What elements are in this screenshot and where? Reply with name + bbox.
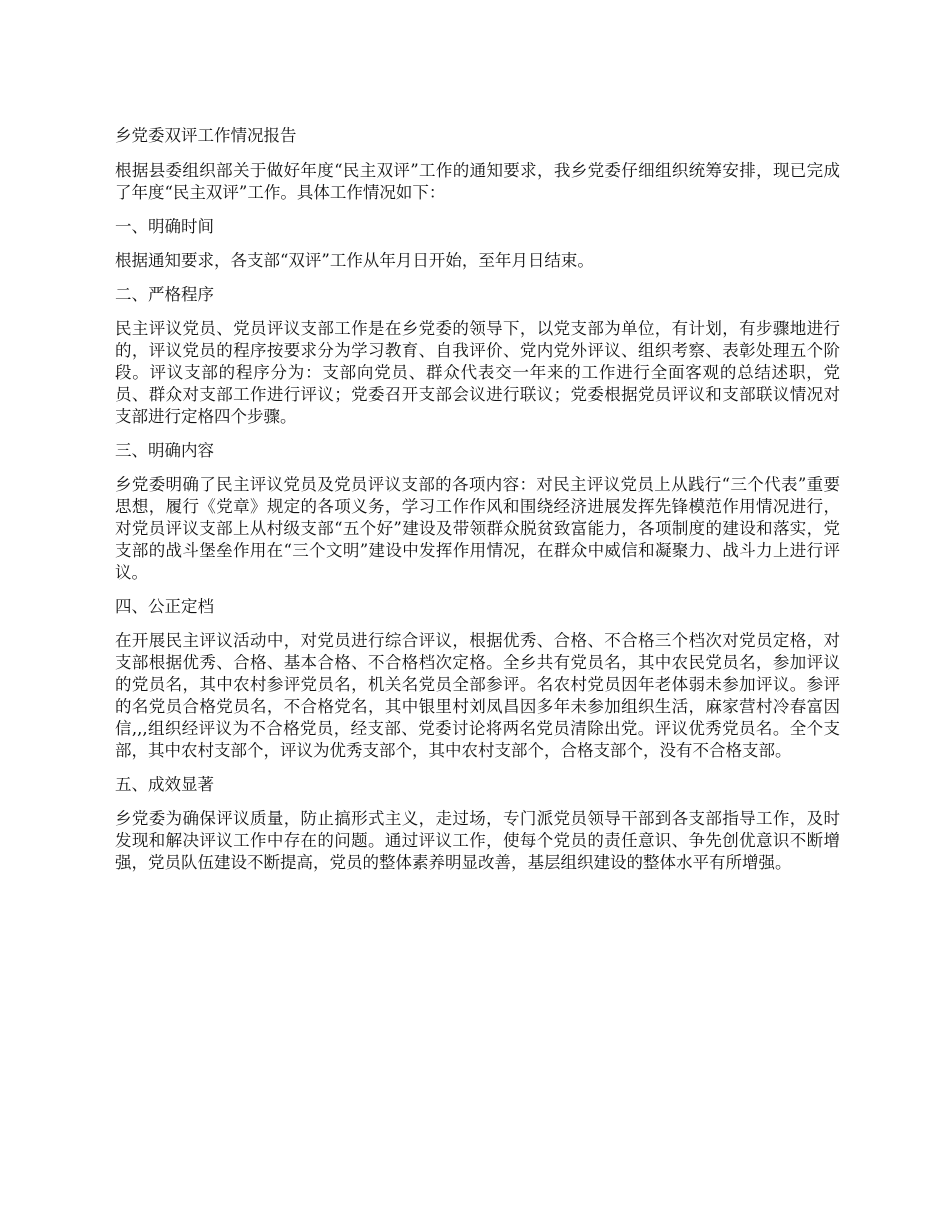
section-grading	[115, 596, 840, 762]
section-heading: 四、公正定档	[115, 597, 214, 616]
section-paragraph: 乡党委为确保评议质量，防止搞形式主义，走过场，专门派党员领导干部到各支部指导工作，及时发现和解决评议工作中存在的问题。通过评议工作，使每个党员的责任意识、争先创优意识不断增强，党员队伍建设不断提高，党员的整体素养明显改善，基层组织建设的整体水平有所增强。	[115, 809, 840, 872]
section-heading: 五、成效显著	[115, 775, 214, 794]
document-title: 乡党委双评工作情况报告	[115, 126, 297, 145]
section-heading: 一、明确时间	[115, 217, 214, 236]
section-results	[115, 774, 840, 874]
section-paragraph: 乡党委明确了民主评议党员及党员评议支部的各项内容：对民主评议党员上从践行“三个代表”重要思想，履行《党章》规定的各项义务，学习工作作风和围绕经济进展发挥先锋模范作用情况进行，对党员评议支部上从村级支部“五个好”建设及带领群众脱贫致富能力，各项制度的建设和落实，党支部的战斗堡垒作用在“三个文明”建设中发挥作用情况，在群众中威信和凝聚力、战斗力上进行评议。	[115, 475, 840, 582]
section-content	[115, 440, 840, 584]
section-paragraph: 根据通知要求，各支部“双评”工作从年月日开始，至年月日结束。	[115, 251, 594, 270]
section-time	[115, 216, 840, 272]
section-paragraph: 民主评议党员、党员评议支部工作是在乡党委的领导下，以党支部为单位，有计划，有步骤地进行的，评议党员的程序按要求分为学习教育、自我评价、党内党外评议、组织考察、表彰处理五个阶段。评议支部的程序分为：支部向党员、群众代表交一年来的工作进行全面客观的总结述职，党员、群众对支部工作进行评议；党委召开支部会议进行联议；党委根据党员评议和支部联议情况对支部进行定格四个步骤。	[115, 319, 840, 426]
section-paragraph: 在开展民主评议活动中，对党员进行综合评议，根据优秀、合格、不合格三个档次对党员定格，对支部根据优秀、合格、基本合格、不合格档次定格。全乡共有党员名，其中农民党员名，参加评议的党员名，其中农村参评党员名，机关名党员全部参评。名农村党员因年老体弱未参加评议。参评的名党员合格党员名，不合格党名，其中银里村刘凤昌因多年未参加组织生活，麻家营村冷春富因信,,,组织经评议为不合格党员，经支部、党委讨论将两名党员清除出党。评议优秀党员名。全个支部，其中农村支部个，评议为优秀支部个，其中农村支部个，合格支部个，没有不合格支部。	[115, 631, 840, 760]
document-page	[115, 125, 840, 886]
section-procedure	[115, 284, 840, 428]
section-heading: 二、严格程序	[115, 285, 214, 304]
intro-paragraph: 根据县委组织部关于做好年度“民主双评”工作的通知要求，我乡党委仔细组织统筹安排，现已完成了年度“民主双评”工作。具体工作情况如下：	[115, 161, 840, 202]
section-heading: 三、明确内容	[115, 441, 214, 460]
